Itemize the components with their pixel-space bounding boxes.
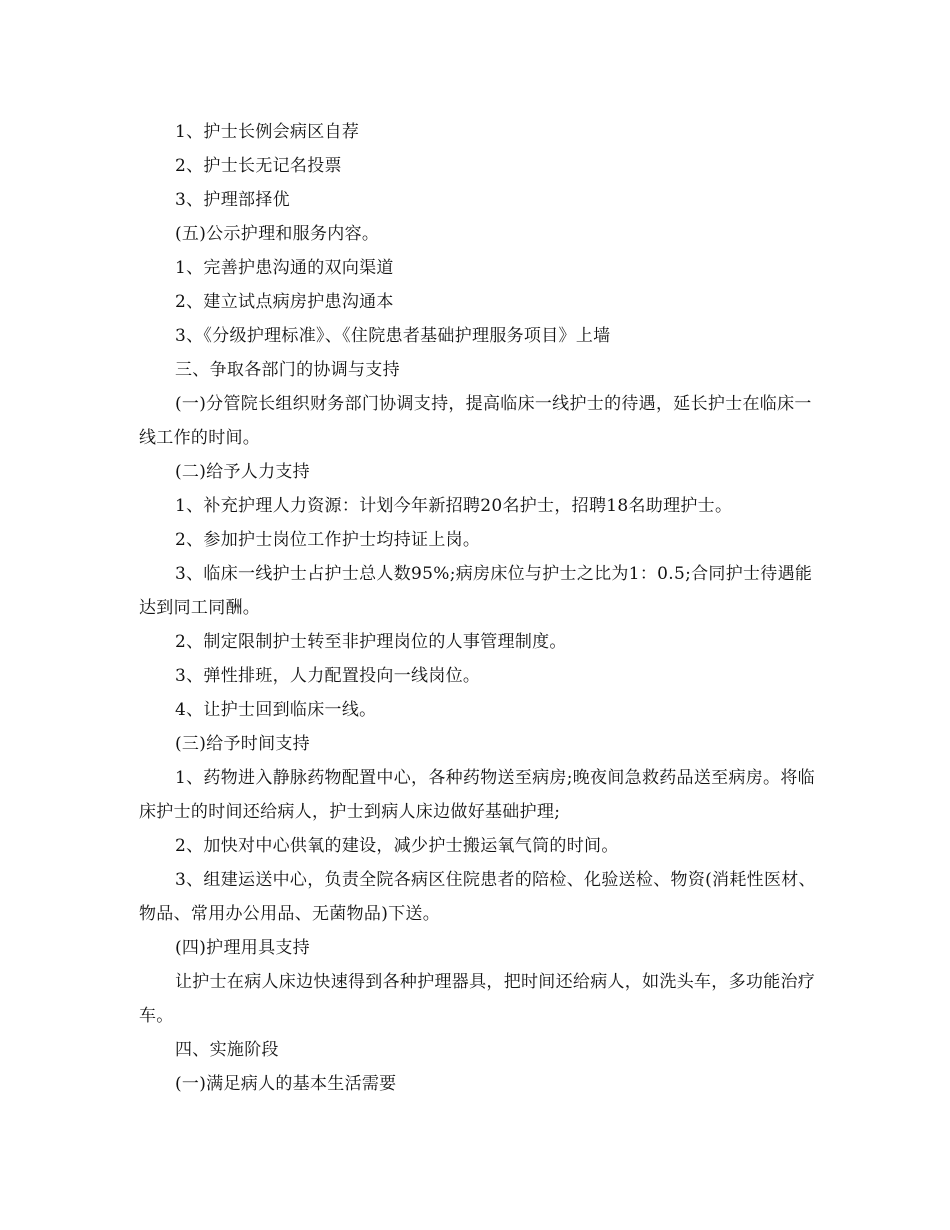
paragraph: 让护士在病人床边快速得到各种护理器具，把时间还给病人，如洗头车，多功能治疗车。: [139, 972, 816, 1026]
paragraph: 2、参加护士岗位工作护士均持证上岗。: [175, 530, 481, 550]
paragraph: 1、补充护理人力资源：计划今年新招聘20名护士，招聘18名助理护士。: [175, 496, 733, 516]
section-heading: 三、争取各部门的协调与支持: [175, 360, 400, 380]
section-heading: 四、实施阶段: [175, 1040, 279, 1060]
section-heading: (四)护理用具支持: [175, 938, 310, 958]
section-heading: (五)公示护理和服务内容。: [175, 224, 380, 244]
paragraph: 2、建立试点病房护患沟通本: [175, 292, 394, 312]
section-heading: (二)给予人力支持: [175, 462, 310, 482]
paragraph: 1、药物进入静脉药物配置中心，各种药物送至病房;晚夜间急救药品送至病房。将临床护士的时间还给病人，护士到病人床边做好基础护理;: [139, 768, 815, 822]
paragraph: 1、护士长例会病区自荐: [175, 122, 360, 142]
section-heading: (三)给予时间支持: [175, 734, 310, 754]
paragraph: 3、组建运送中心，负责全院各病区住院患者的陪检、化验送检、物资(消耗性医材、物品、常用办公用品、无菌物品)下送。: [139, 870, 816, 924]
paragraph: 2、护士长无记名投票: [175, 156, 342, 176]
paragraph: 1、完善护患沟通的双向渠道: [175, 258, 394, 278]
paragraph: 2、加快对中心供氧的建设，减少护士搬运氧气筒的时间。: [175, 836, 619, 856]
paragraph: (一)分管院长组织财务部门协调支持，提高临床一线护士的待遇，延长护士在临床一线工作的时间。: [139, 394, 812, 448]
paragraph: 3、护理部择优: [175, 190, 290, 210]
paragraph: 4、让护士回到临床一线。: [175, 700, 377, 720]
paragraph: 2、制定限制护士转至非护理岗位的人事管理制度。: [175, 632, 567, 652]
paragraph: 3、弹性排班，人力配置投向一线岗位。: [175, 666, 481, 686]
paragraph: 3、临床一线护士占护士总人数95%;病房床位与护士之比为1：0.5;合同护士待遇能达到同工同酬。: [139, 564, 813, 618]
document-body: [139, 115, 819, 1101]
section-heading: (一)满足病人的基本生活需要: [175, 1074, 397, 1094]
paragraph: 3、《分级护理标准》、《住院患者基础护理服务项目》上墙: [175, 326, 611, 346]
